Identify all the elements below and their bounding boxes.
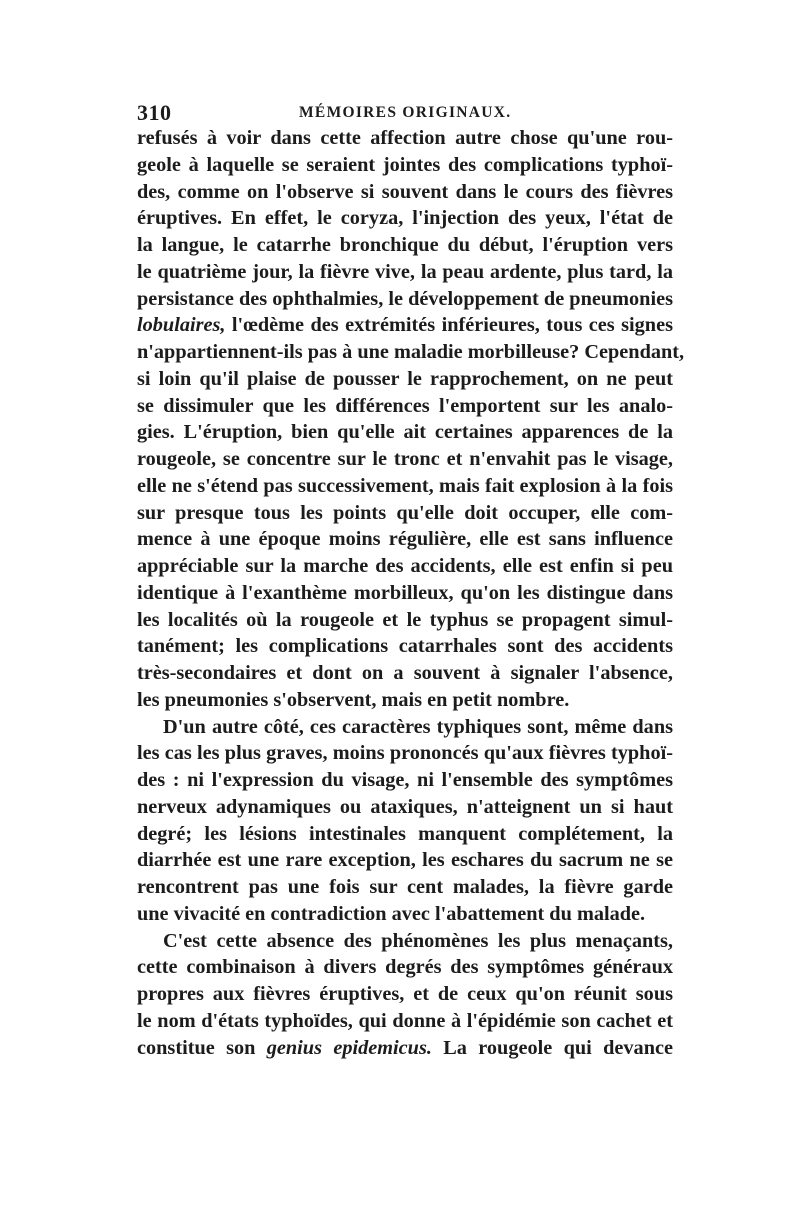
text-line-paragraph-end: les pneumonies s'observent, mais en petit nombre. — [137, 688, 570, 711]
text-line: geole à laquelle se seraient jointes des complications typhoï- — [137, 153, 673, 176]
text-line: des, comme on l'observe si souvent dans le cours des fièvres — [137, 180, 673, 203]
text-line: la langue, le catarrhe bronchique du début, l'éruption vers — [137, 234, 673, 256]
running-title: MÉMOIRES ORIGINAUX. — [299, 104, 512, 121]
text-line: nerveux adynamiques ou ataxiques, n'atteignent un si haut — [137, 795, 673, 818]
text-line-with-italic: lobulaires, l'œdème des extrémités inférieures, tous ces signes — [137, 314, 673, 337]
text-line: le nom d'états typhoïdes, qui donne à l'épidémie son cachet et — [137, 1009, 673, 1032]
text-line: elle ne s'étend pas successivement, mais fait explosion à la fois — [137, 474, 673, 497]
text-line — [137, 312, 673, 339]
text-line: mence à une époque moins régulière, elle est sans influence — [137, 528, 673, 551]
text-line: très-secondaires et dont on a souvent à signaler l'absence, — [137, 662, 673, 684]
text-line: sur presque tous les points qu'elle doit occuper, elle com- — [137, 501, 673, 524]
text-line: les localités où la rougeole et le typhus se propagent simul- — [137, 608, 673, 631]
text-line — [137, 1035, 673, 1062]
text-line-with-italic: constitue son genius epidemicus. La rougeole qui devance — [137, 1036, 673, 1059]
page-number: 310 — [137, 100, 172, 125]
page-header — [137, 100, 672, 126]
italic-phrase: lobulaires, — [137, 314, 226, 337]
text-line: n'appartiennent-ils pas à une maladie morbilleuse? Cependant, — [137, 341, 685, 363]
text-line: propres aux fièvres éruptives, et de ceux qu'on réunit sous — [137, 983, 673, 1005]
text-line: appréciable sur la marche des accidents, elle est enfin si peu — [137, 555, 673, 577]
text-line: degré; les lésions intestinales manquent complétement, la — [137, 822, 673, 845]
text-line: le quatrième jour, la fièvre vive, la peau ardente, plus tard, la — [137, 260, 673, 283]
text-line-paragraph-start: C'est cette absence des phénomènes les plus menaçants, — [163, 929, 673, 952]
text-line-paragraph-end: une vivacité en contradiction avec l'abattement du malade. — [137, 902, 646, 925]
text-line: éruptives. En effet, le coryza, l'injection des yeux, l'état de — [137, 207, 673, 230]
text-line-paragraph-start: D'un autre côté, ces caractères typhiques sont, même dans — [163, 715, 673, 738]
body-text — [137, 125, 685, 1061]
italic-phrase: genius epidemicus. — [266, 1036, 432, 1059]
text-line: identique à l'exanthème morbilleux, qu'on les distingue dans — [137, 581, 673, 604]
text-line: rencontrent pas une fois sur cent malades, la fièvre garde — [137, 876, 673, 898]
text-line: se dissimuler que les différences l'emportent sur les analo- — [137, 394, 673, 417]
text-line: gies. L'éruption, bien qu'elle ait certaines apparences de la — [137, 421, 673, 444]
text-line: refusés à voir dans cette affection autre chose qu'une rou- — [137, 127, 673, 149]
text-line: rougeole, se concentre sur le tronc et n'envahit pas le visage, — [137, 448, 673, 470]
text-line: les cas les plus graves, moins prononcés qu'aux fièvres typhoï- — [137, 742, 673, 765]
text-line: si loin qu'il plaise de pousser le rapprochement, on ne peut — [137, 367, 673, 390]
text-line: persistance des ophthalmies, le développement de pneumonies — [137, 287, 673, 310]
text-line: tanément; les complications catarrhales sont des accidents — [137, 635, 673, 658]
text-line: des : ni l'expression du visage, ni l'ensemble des symptômes — [137, 769, 673, 791]
text-line: diarrhée est une rare exception, les eschares du sacrum ne se — [137, 849, 673, 872]
text-line: cette combinaison à divers degrés des symptômes généraux — [137, 956, 673, 979]
